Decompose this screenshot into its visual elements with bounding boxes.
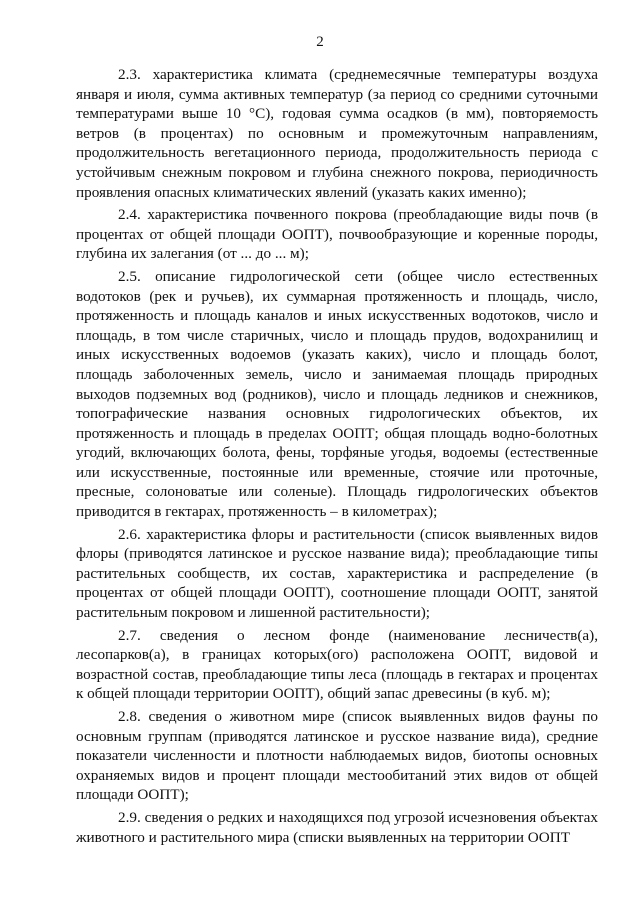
paragraph-2-4: 2.4. характеристика почвенного покрова (преобладающие виды почв (в процентах от общей площади ООПТ), почвообразующие и коренные породы, глубина их залегания (от ... до ... м); <box>76 206 598 263</box>
paragraph-2-6: 2.6. характеристика флоры и растительности (список выявленных видов флоры (приводятся латинское и русское название вида); преобладающие типы растительных сообществ, их состав, характеристика и распределение (в процентах от общей площади ООПТ), соотношение площади ООПТ, занятой растительным покровом и лишенной растительности); <box>76 525 598 622</box>
paragraph-2-3: 2.3. характеристика климата (среднемесячные температуры воздуха января и июля, сумма активных температур (за период со средними суточными температурами выше 10 °С), годовая сумма осадков (в мм), повторяемость ветров (в процентах) по основным и промежуточным направлениям, продолжительность вегетационного периода, продолжительность периода с устойчивым снежным покровом и глубина снежного покрова, периодичность проявления опасных климатических явлений (указать каких именно); <box>76 66 598 201</box>
document-body <box>76 65 598 850</box>
page-number: 2 <box>316 34 324 50</box>
paragraph-2-5: 2.5. описание гидрологической сети (общее число естественных водотоков (рек и ручьев), их суммарная протяженность и площадь, число, протяженность и площадь каналов и иных искусственных водотоков, число и площадь, в том числе старичных, число и площадь прудов, водохранилищ и иных искусственных водоемов (указать каких), число и площадь болот, площадь заболоченных земель, число и занимаемая площадь природных выходов подземных вод (родников), число и площадь ледников и снежников, топографические названия основных гидрологических объектов, их протяженность и площадь в пределах ООПТ; общая площадь водно-болотных угодий, включающих болота, фены, торфяные угодья, водоемы (естественные или искусственные, постоянные или временные, стоячие или проточные, пресные, солоноватые или соленые). Площадь гидрологических объектов приводится в гектарах, протяженность – в километрах); <box>76 267 598 521</box>
paragraph-2-8: 2.8. сведения о животном мире (список выявленных видов фауны по основным группам (приводятся латинское и русское название вида), средние показатели численности и плотности наблюдаемых видов, биотопы основных охраняемых видов и процент площади местообитаний этих видов от общей площади ООПТ); <box>76 708 598 804</box>
paragraph-2-9: 2.9. сведения о редких и находящихся под угрозой исчезновения объектах животного и растительного мира (списки выявленных на территории ООПТ <box>76 808 598 846</box>
paragraph-2-7: 2.7. сведения о лесном фонде (наименование лесничеств(а), лесопарков(а), в границах которых(ого) расположена ООПТ, видовой и возрастной состав, преобладающие типы леса (площадь в гектарах и процентах к общей площади территории ООПТ), общий запас древесины (в куб. м); <box>76 626 598 703</box>
